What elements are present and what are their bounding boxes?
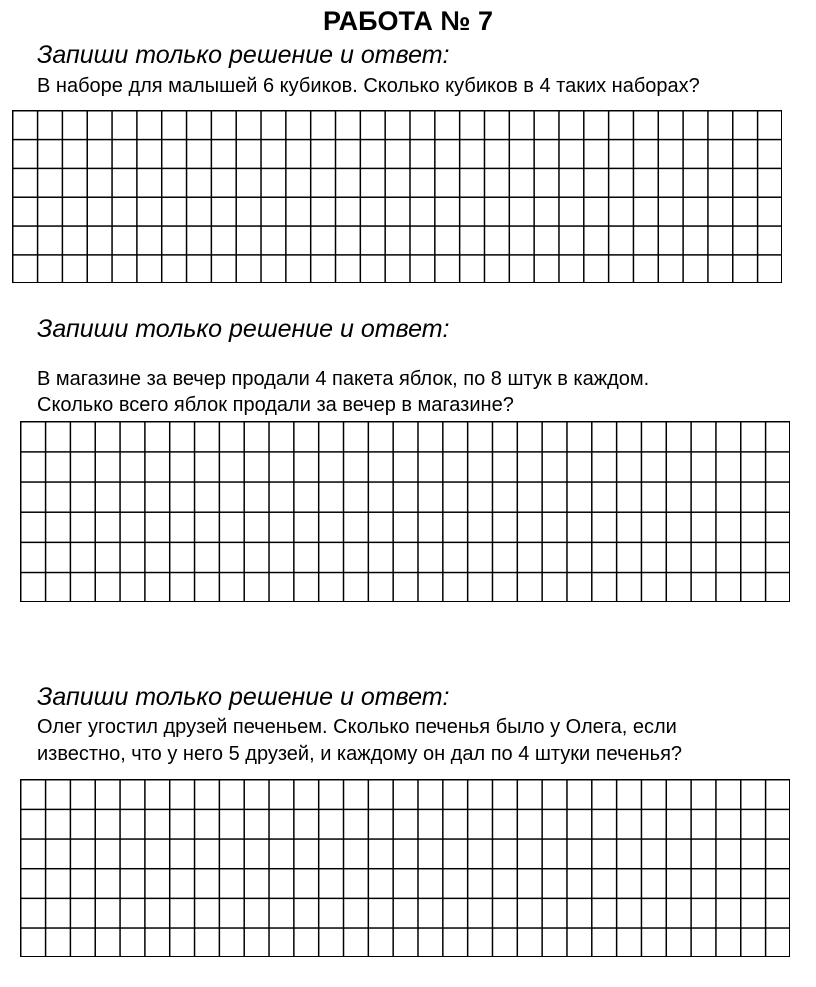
task-3-text-line-1: Олег угостил друзей печеньем. Сколько печенья было у Олега, если bbox=[37, 716, 677, 738]
task-3-text-line-2: известно, что у него 5 друзей, и каждому он дал по 4 штуки печенья? bbox=[37, 743, 683, 765]
page-title: РАБОТА № 7 bbox=[323, 6, 493, 36]
task-2-text-line-2: Сколько всего яблок продали за вечер в магазине? bbox=[37, 394, 514, 416]
task-2-instruction: Запиши только решение и ответ: bbox=[37, 315, 450, 343]
task-1-text: В наборе для малышей 6 кубиков. Сколько кубиков в 4 таких наборах? bbox=[37, 75, 700, 97]
task-2-answer-grid[interactable] bbox=[20, 421, 790, 602]
task-1-answer-grid[interactable] bbox=[12, 110, 782, 283]
task-3-instruction: Запиши только решение и ответ: bbox=[37, 683, 450, 711]
task-3-answer-grid[interactable] bbox=[20, 779, 790, 957]
task-2-text-line-1: В магазине за вечер продали 4 пакета яблок, по 8 штук в каждом. bbox=[37, 368, 650, 390]
task-1-instruction: Запиши только решение и ответ: bbox=[37, 41, 450, 69]
